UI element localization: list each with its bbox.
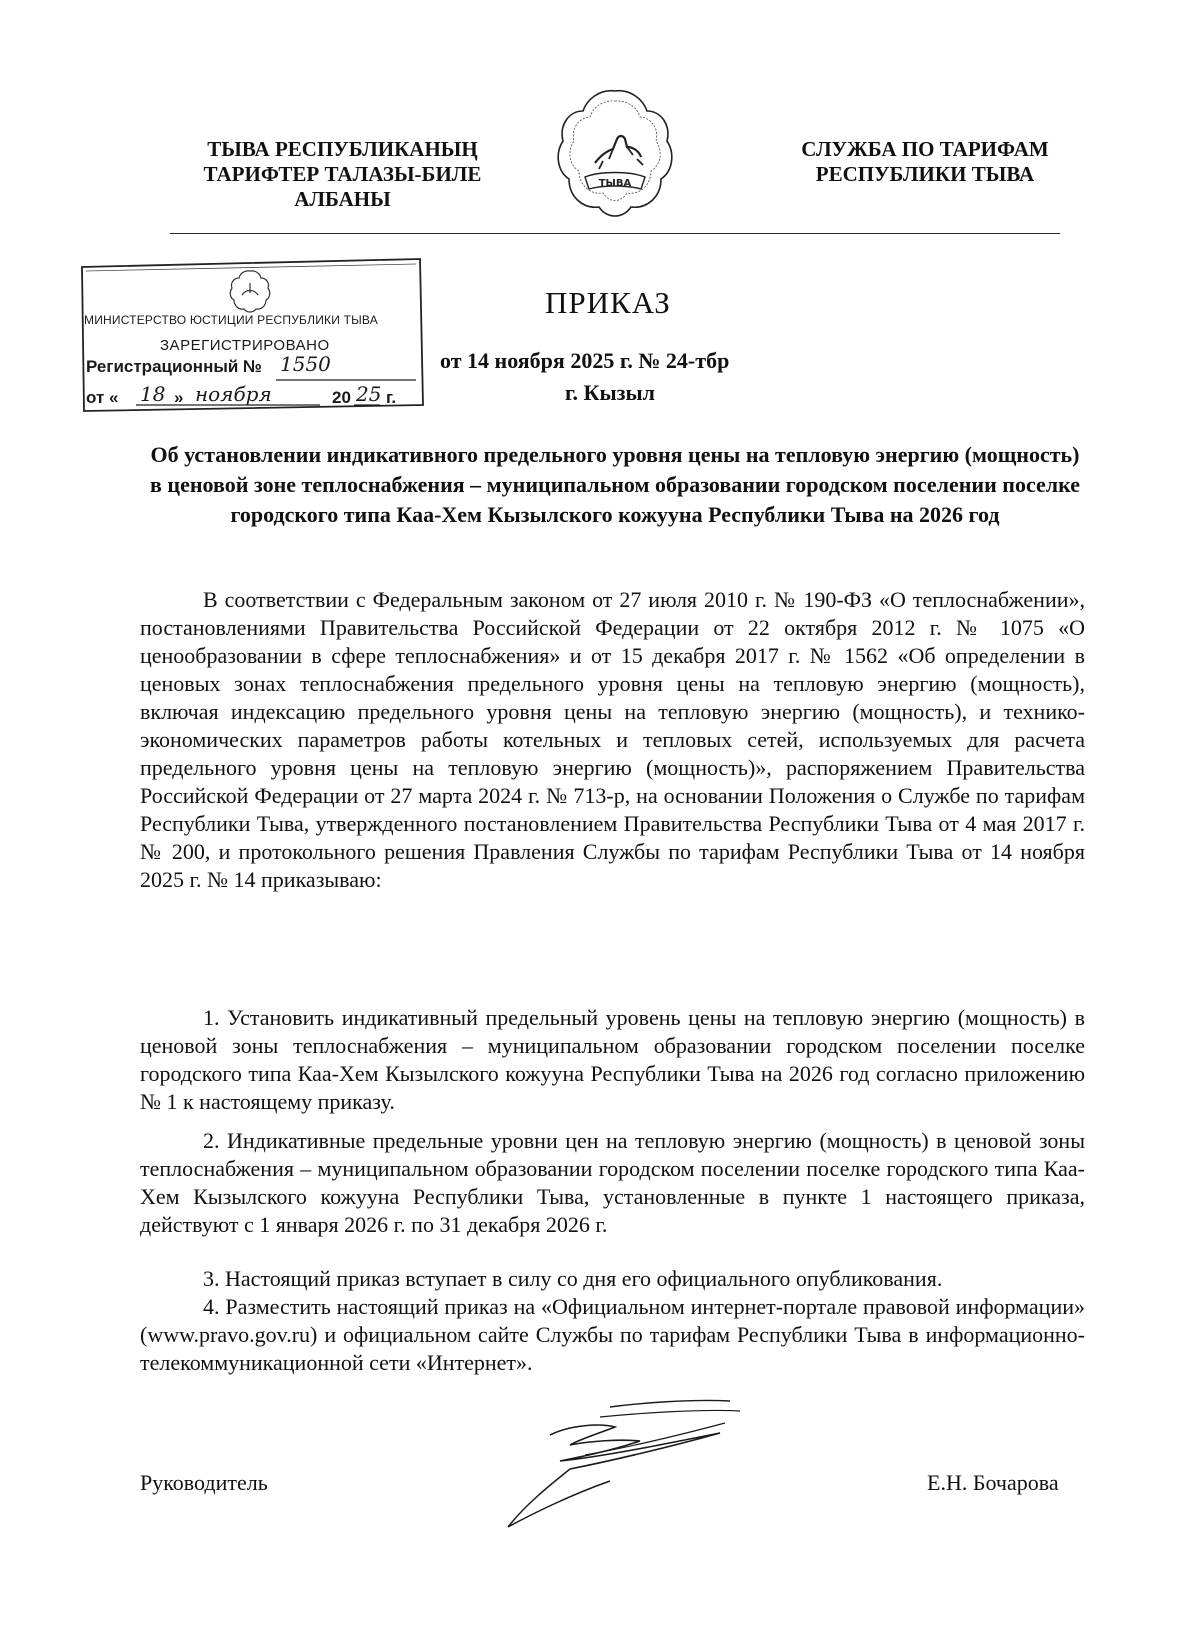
stamp-registered: ЗАРЕГИСТРИРОВАНО (160, 337, 330, 354)
preamble-paragraph: В соответствии с Федеральным законом от 27 июля 2010 г. № 190-ФЗ «О теплоснабжении», постановлениями Правительства Российской Федерации от 22 октября 2012 г. № 1075 «О ценообразовании в сфере теплоснабжения» и от 15 декабря 2017 г. № 1562 «Об определении в ценовых зонах теплоснабжения предельного уровня цены на тепловую энергию (мощность), включая индексацию предельного уровня цены на тепловую энергию (мощность), и технико-экономических параметров работы котельных и тепловых сетей, используемых для расчета предельного уровня цены на тепловую энергию (мощность)», распоряжением Правительства Российской Федерации от 27 марта 2024 г. № 713-р, на основании Положения о Службе по тарифам Республики Тыва, утвержденного постановлением Правительства Республики Тыва от 4 мая 2017 г. № 200, и протокольного решения Правления Службы по тарифам Республики Тыва от 14 ноября 2025 г. № 14 приказываю: (140, 587, 1085, 892)
stamp-year-suffix: г. (386, 388, 397, 407)
registration-stamp (80, 255, 425, 435)
tuva-emblem-icon (555, 85, 675, 225)
header-divider (170, 233, 1060, 234)
order-item: 2. Индикативные предельные уровни цен на тепловую энергию (мощность) в ценовой зоны теплоснабжения – муниципальном образовании городском поселении поселке городского типа Каа-Хем Кызылского кожууна Республики Тыва, установленные в пункте 1 настоящего приказа, действуют с 1 января 2026 г. по 31 декабря 2026 г. (140, 1128, 1085, 1237)
header-left-line: ТЫВА РЕСПУБЛИКАНЫҢ (207, 137, 478, 161)
signer-name: Е.Н. Бочарова (927, 1470, 1059, 1495)
stamp-reg-number: 1550 (280, 352, 331, 376)
handwritten-signature-icon (490, 1395, 750, 1540)
stamp-date-prefix: от « (86, 388, 119, 407)
stamp-emblem-icon (230, 271, 269, 312)
stamp-year-value: 25 (356, 382, 382, 406)
header-left-block (150, 137, 535, 212)
stamp-date-mid: » (174, 388, 184, 407)
header-right-block (760, 137, 1090, 187)
signer-title: Руководитель (140, 1470, 268, 1495)
document-type: ПРИКАЗ (545, 285, 671, 320)
header-right-line: РЕСПУБЛИКИ ТЫВА (815, 162, 1035, 186)
order-date-number: от 14 ноября 2025 г. № 24-тбр (440, 348, 730, 373)
order-item: 1. Установить индикативный предельный уровень цены на тепловую энергию (мощность) в ценовой зоны теплоснабжения – муниципальном образовании городском поселении поселке городского типа Каа-Хем Кызылского кожууна Республики Тыва на 2026 год согласно приложению № 1 к настоящему приказу. (140, 1005, 1085, 1114)
stamp-ministry: МИНИСТЕРСТВО ЮСТИЦИИ РЕСПУБЛИКИ ТЫВА (84, 313, 378, 327)
header-left-line: ТАРИФТЕР ТАЛАЗЫ-БИЛЕ (203, 162, 482, 186)
order-item: 4. Разместить настоящий приказ на «Официальном интернет-портале правовой информации» (www.pravo.gov.ru) и официальном сайте Службы по тарифам Республики Тыва в информационно-телекоммуникационной сети «Интернет». (140, 1294, 1085, 1375)
header-right-line: СЛУЖБА ПО ТАРИФАМ (801, 137, 1049, 161)
stamp-date-month: ноября (195, 382, 272, 406)
stamp-reg-label: Регистрационный № (86, 357, 262, 376)
stamp-year-prefix: 20 (332, 388, 351, 407)
document-title: Об установлении индикативного предельного уровня цены на тепловую энергию (мощность) в ценовой зоне теплоснабжения – муниципальном образовании городском поселении поселке городского типа Каа-Хем Кызылского кожууна Республики Тыва на 2026 год (150, 442, 1080, 527)
order-item: 3. Настоящий приказ вступает в силу со дня его официального опубликования. (203, 1266, 943, 1291)
order-place: г. Кызыл (565, 380, 655, 405)
stamp-date-day: 18 (140, 382, 166, 406)
header-left-line: АЛБАНЫ (294, 187, 391, 211)
svg-text:ТЫВА: ТЫВА (598, 178, 632, 189)
